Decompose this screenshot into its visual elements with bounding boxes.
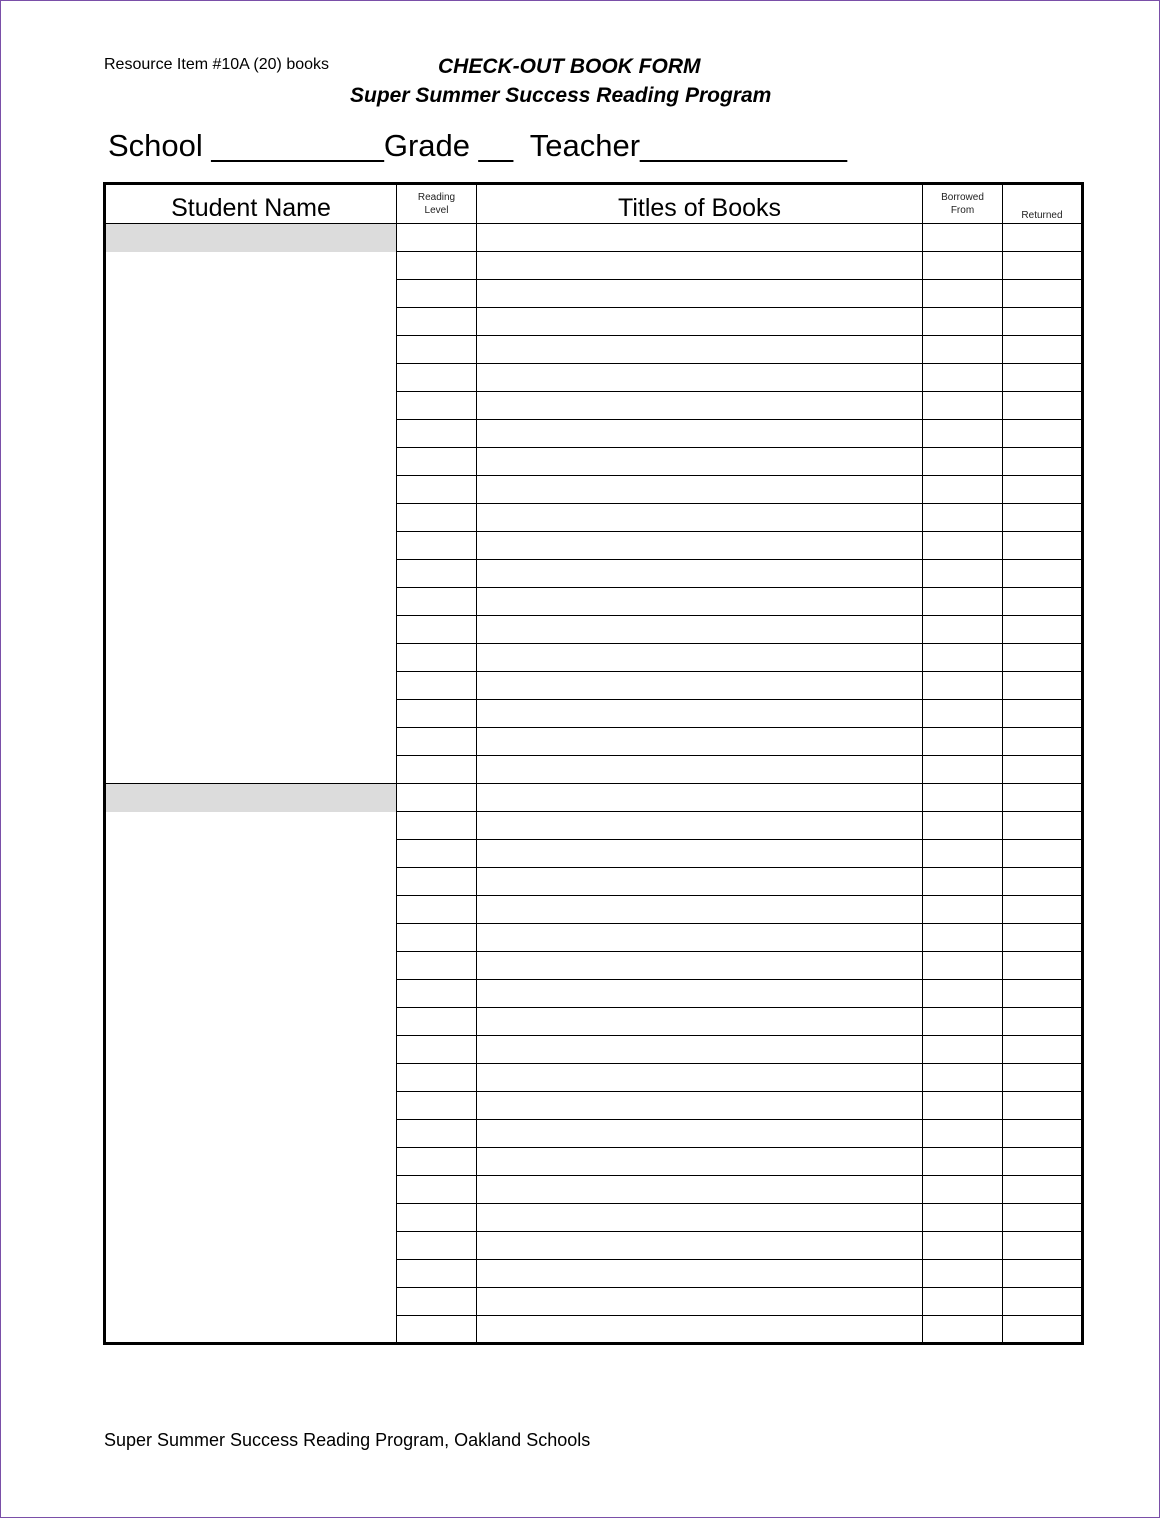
borrowed-from-cell[interactable] [923,1288,1003,1316]
returned-cell[interactable] [1003,280,1083,308]
returned-cell[interactable] [1003,1232,1083,1260]
book-title-cell[interactable] [477,1260,923,1288]
borrowed-from-cell[interactable] [923,392,1003,420]
book-title-cell[interactable] [477,672,923,700]
book-title-cell[interactable] [477,756,923,784]
reading-level-cell[interactable] [397,924,477,952]
returned-cell[interactable] [1003,784,1083,812]
returned-cell[interactable] [1003,532,1083,560]
borrowed-from-cell[interactable] [923,812,1003,840]
borrowed-from-cell[interactable] [923,896,1003,924]
book-title-cell[interactable] [477,980,923,1008]
book-title-cell[interactable] [477,420,923,448]
header-fields [108,128,847,164]
book-title-cell[interactable] [477,616,923,644]
table-row [105,812,1083,840]
reading-level-cell[interactable] [397,532,477,560]
book-title-cell[interactable] [477,1092,923,1120]
reading-level-cell[interactable] [397,1316,477,1344]
returned-cell[interactable] [1003,252,1083,280]
reading-level-cell[interactable] [397,812,477,840]
student-name-cell[interactable] [105,252,397,784]
book-title-cell[interactable] [477,728,923,756]
borrowed-from-cell[interactable] [923,504,1003,532]
borrowed-from-line2: From [950,205,975,216]
reading-level-line1: Reading [417,192,456,203]
returned-cell[interactable] [1003,952,1083,980]
reading-level-header [397,184,477,224]
book-title-cell[interactable] [477,952,923,980]
table-row [105,252,1083,280]
reading-level-cell[interactable] [397,448,477,476]
borrowed-from-cell[interactable] [923,1148,1003,1176]
reading-level-cell[interactable] [397,840,477,868]
table-header-row [105,184,1083,224]
borrowed-from-cell[interactable] [923,616,1003,644]
reading-level-cell[interactable] [397,1008,477,1036]
reading-level-cell[interactable] [397,308,477,336]
book-title-cell[interactable] [477,1316,923,1344]
borrowed-from-cell[interactable] [923,420,1003,448]
borrowed-from-cell[interactable] [923,252,1003,280]
reading-level-cell[interactable] [397,980,477,1008]
borrowed-from-cell[interactable] [923,700,1003,728]
borrowed-from-cell[interactable] [923,1092,1003,1120]
borrowed-from-cell[interactable] [923,868,1003,896]
reading-level-cell[interactable] [397,280,477,308]
reading-level-cell[interactable] [397,700,477,728]
reading-level-cell[interactable] [397,868,477,896]
book-title-cell[interactable] [477,532,923,560]
reading-level-cell[interactable] [397,728,477,756]
returned-cell[interactable] [1003,756,1083,784]
returned-cell[interactable] [1003,728,1083,756]
reading-level-cell[interactable] [397,504,477,532]
form-title: CHECK-OUT BOOK FORM [438,55,701,78]
reading-level-cell[interactable] [397,1064,477,1092]
reading-level-cell[interactable] [397,1036,477,1064]
school-field[interactable]: __________ [211,128,384,163]
program-subtitle: Super Summer Success Reading Program [350,84,772,107]
borrowed-from-cell[interactable] [923,952,1003,980]
returned-cell[interactable] [1003,420,1083,448]
returned-cell[interactable] [1003,476,1083,504]
returned-cell[interactable] [1003,1120,1083,1148]
returned-cell[interactable] [1003,896,1083,924]
reading-level-cell[interactable] [397,784,477,812]
borrowed-from-cell[interactable] [923,1120,1003,1148]
book-title-cell[interactable] [477,476,923,504]
borrowed-from-cell[interactable] [923,644,1003,672]
reading-level-cell[interactable] [397,588,477,616]
returned-cell[interactable] [1003,1316,1083,1344]
book-title-cell[interactable] [477,1288,923,1316]
book-title-cell[interactable] [477,392,923,420]
returned-cell[interactable] [1003,812,1083,840]
book-title-cell[interactable] [477,588,923,616]
returned-cell[interactable] [1003,672,1083,700]
reading-level-cell[interactable] [397,364,477,392]
reading-level-cell[interactable] [397,1260,477,1288]
borrowed-from-cell[interactable] [923,1176,1003,1204]
reading-level-cell[interactable] [397,1120,477,1148]
borrowed-from-cell[interactable] [923,728,1003,756]
borrowed-from-cell[interactable] [923,560,1003,588]
borrowed-from-cell[interactable] [923,784,1003,812]
reading-level-cell[interactable] [397,616,477,644]
returned-cell[interactable] [1003,560,1083,588]
borrowed-from-cell[interactable] [923,588,1003,616]
returned-cell[interactable] [1003,1064,1083,1092]
reading-level-cell[interactable] [397,1204,477,1232]
returned-cell[interactable] [1003,840,1083,868]
returned-cell[interactable] [1003,224,1083,252]
school-label: School [108,128,203,163]
borrowed-from-cell[interactable] [923,336,1003,364]
book-title-cell[interactable] [477,560,923,588]
returned-cell[interactable] [1003,364,1083,392]
borrowed-from-cell[interactable] [923,224,1003,252]
borrowed-from-cell[interactable] [923,308,1003,336]
book-title-cell[interactable] [477,1232,923,1260]
returned-cell[interactable] [1003,392,1083,420]
returned-cell[interactable] [1003,308,1083,336]
book-title-cell[interactable] [477,812,923,840]
book-title-cell[interactable] [477,504,923,532]
book-title-cell[interactable] [477,840,923,868]
borrowed-from-cell[interactable] [923,840,1003,868]
book-title-cell[interactable] [477,280,923,308]
footer-text: Super Summer Success Reading Program, Oakland Schools [104,1430,591,1450]
borrowed-from-cell[interactable] [923,980,1003,1008]
book-title-cell[interactable] [477,896,923,924]
book-title-cell[interactable] [477,336,923,364]
returned-cell[interactable] [1003,616,1083,644]
returned-cell[interactable] [1003,1176,1083,1204]
reading-level-cell[interactable] [397,560,477,588]
returned-cell[interactable] [1003,1092,1083,1120]
returned-cell[interactable] [1003,1288,1083,1316]
student-name-shade [105,224,397,252]
borrowed-from-cell[interactable] [923,756,1003,784]
titles-of-books-header: Titles of Books [477,184,923,224]
book-title-cell[interactable] [477,924,923,952]
borrowed-from-cell[interactable] [923,280,1003,308]
returned-cell[interactable] [1003,924,1083,952]
borrowed-from-cell[interactable] [923,532,1003,560]
borrowed-from-cell[interactable] [923,1036,1003,1064]
book-title-cell[interactable] [477,224,923,252]
reading-level-cell[interactable] [397,644,477,672]
returned-cell[interactable] [1003,504,1083,532]
checkout-table [103,182,1084,1345]
returned-cell[interactable] [1003,644,1083,672]
grade-field[interactable]: __ [478,128,514,163]
book-title-cell[interactable] [477,784,923,812]
teacher-label: Teacher [529,128,641,163]
reading-level-cell[interactable] [397,672,477,700]
reading-level-cell[interactable] [397,252,477,280]
borrowed-from-cell[interactable] [923,448,1003,476]
reading-level-cell[interactable] [397,336,477,364]
book-title-cell[interactable] [477,644,923,672]
student-name-shade [105,784,397,812]
borrowed-from-cell[interactable] [923,1008,1003,1036]
book-title-cell[interactable] [477,868,923,896]
returned-cell[interactable] [1003,980,1083,1008]
borrowed-from-cell[interactable] [923,924,1003,952]
returned-cell[interactable] [1003,700,1083,728]
returned-cell[interactable] [1003,448,1083,476]
reading-level-cell[interactable] [397,1148,477,1176]
book-title-cell[interactable] [477,252,923,280]
returned-cell[interactable] [1003,1036,1083,1064]
returned-cell[interactable] [1003,588,1083,616]
book-title-cell[interactable] [477,1008,923,1036]
borrowed-from-cell[interactable] [923,672,1003,700]
book-title-cell[interactable] [477,700,923,728]
borrowed-from-cell[interactable] [923,364,1003,392]
borrowed-from-line1: Borrowed [941,192,984,203]
reading-level-cell[interactable] [397,392,477,420]
borrowed-from-cell[interactable] [923,1064,1003,1092]
table-body [105,224,1083,1344]
reading-level-cell[interactable] [397,224,477,252]
book-title-cell[interactable] [477,364,923,392]
borrowed-from-header [923,184,1003,224]
teacher-field[interactable]: ____________ [640,128,847,163]
borrowed-from-cell[interactable] [923,1232,1003,1260]
table-row [105,224,1083,252]
book-title-cell[interactable] [477,1176,923,1204]
reading-level-cell[interactable] [397,1288,477,1316]
student-name-cell[interactable] [105,812,397,1344]
reading-level-line2: Level [424,205,449,216]
book-title-cell[interactable] [477,1148,923,1176]
borrowed-from-cell[interactable] [923,1204,1003,1232]
reading-level-cell[interactable] [397,896,477,924]
reading-level-cell[interactable] [397,1176,477,1204]
returned-cell[interactable] [1003,336,1083,364]
book-title-cell[interactable] [477,1036,923,1064]
reading-level-cell[interactable] [397,1092,477,1120]
borrowed-from-cell[interactable] [923,476,1003,504]
reading-level-cell[interactable] [397,1232,477,1260]
reading-level-cell[interactable] [397,756,477,784]
returned-cell[interactable] [1003,1260,1083,1288]
resource-item-label: Resource Item #10A (20) books [104,56,330,73]
returned-cell[interactable] [1003,1204,1083,1232]
borrowed-from-cell[interactable] [923,1316,1003,1344]
grade-label: Grade [383,128,471,163]
returned-cell[interactable] [1003,868,1083,896]
book-title-cell[interactable] [477,1120,923,1148]
book-title-cell[interactable] [477,1204,923,1232]
reading-level-cell[interactable] [397,952,477,980]
book-title-cell[interactable] [477,448,923,476]
borrowed-from-cell[interactable] [923,1260,1003,1288]
reading-level-cell[interactable] [397,420,477,448]
returned-cell[interactable] [1003,1148,1083,1176]
book-title-cell[interactable] [477,1064,923,1092]
student-name-header: Student Name [105,184,397,224]
table-row [105,784,1083,812]
returned-cell[interactable] [1003,1008,1083,1036]
reading-level-cell[interactable] [397,476,477,504]
book-title-cell[interactable] [477,308,923,336]
returned-header: Returned [1003,184,1083,224]
